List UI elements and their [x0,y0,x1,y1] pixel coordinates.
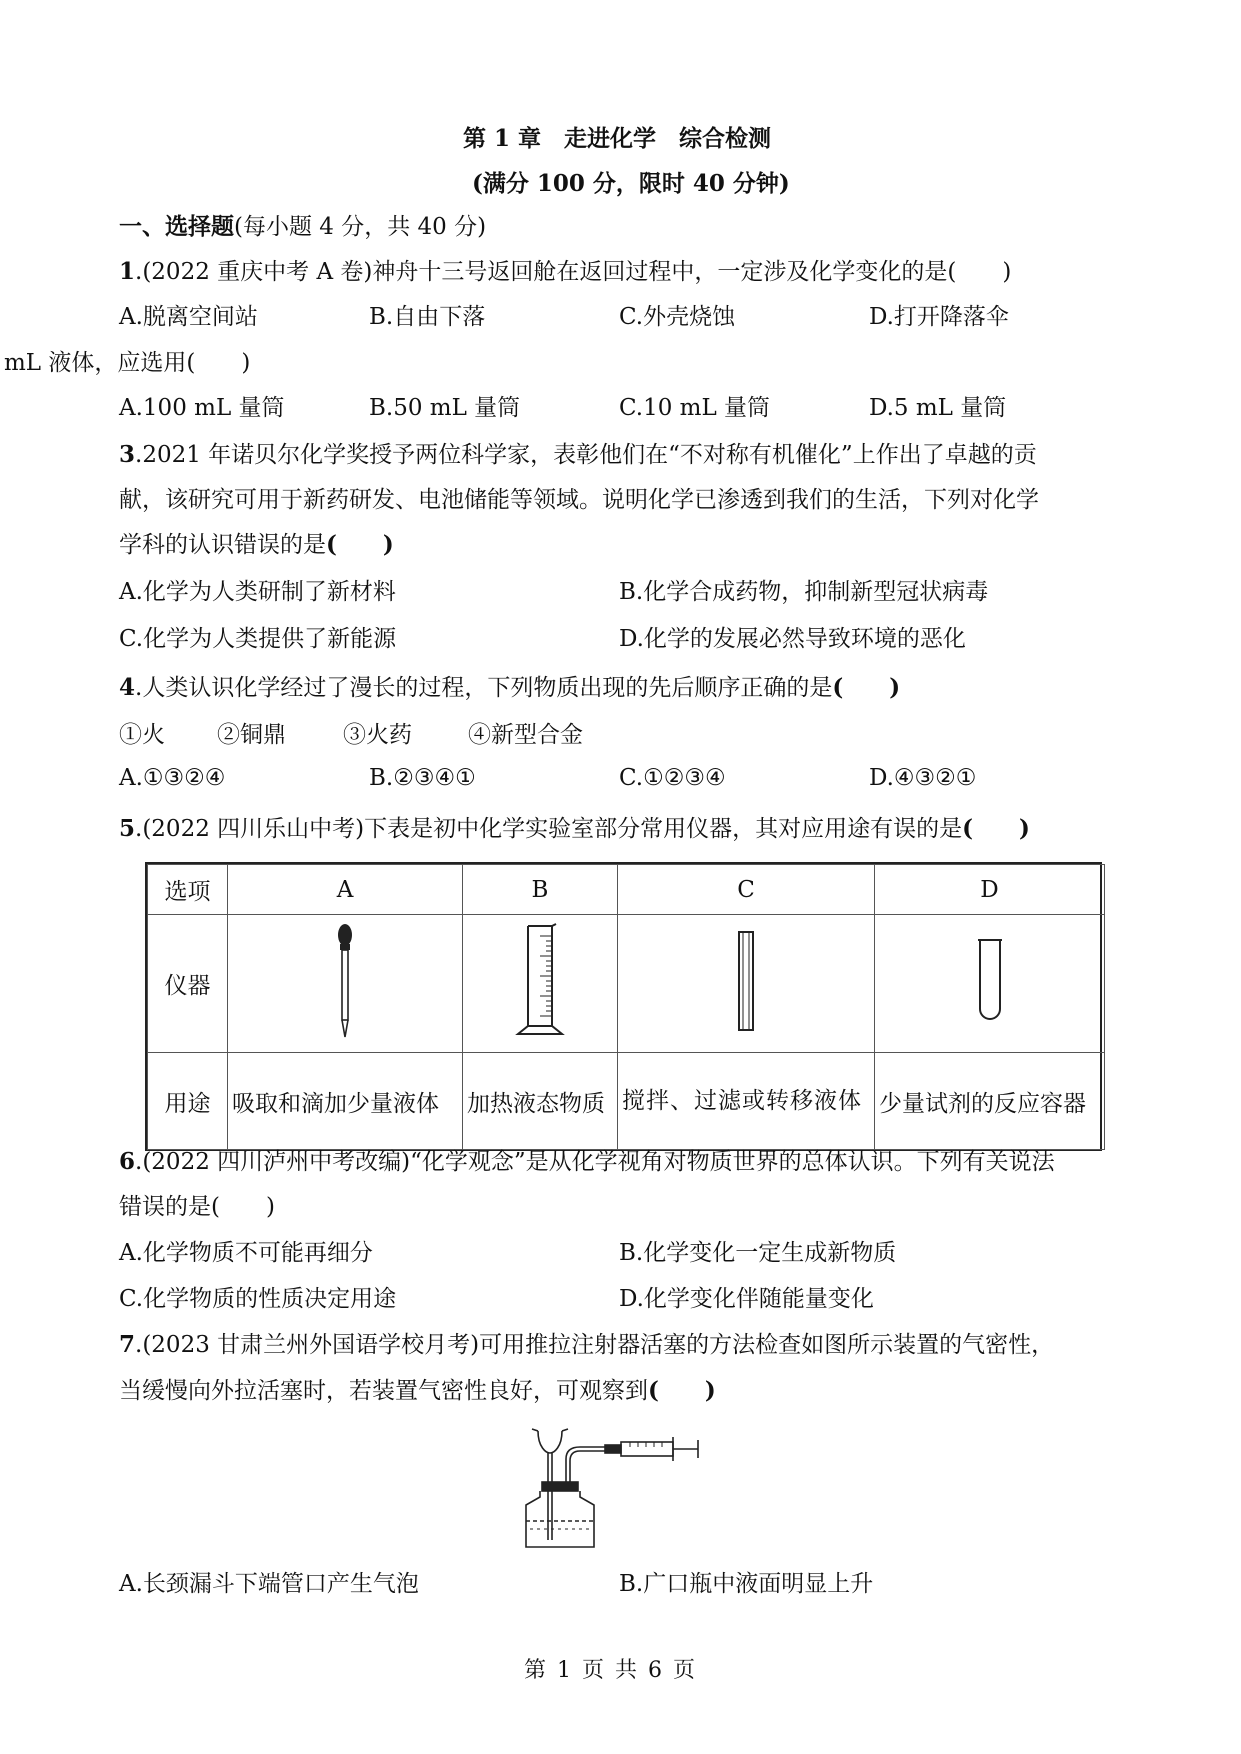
answer-paren: ( ) [832,674,901,701]
table-cell: 搅拌、过滤或转移液体 [618,1053,875,1150]
q3-option-c: C.化学为人类提供了新能源 [119,626,397,652]
q6-option-a: A.化学物质不可能再细分 [119,1240,373,1266]
question-text: .人类认识化学经过了漫长的过程，下列物质出现的先后顺序正确的是 [135,675,833,701]
question-text: .(2022 四川泸州中考改编)“化学观念”是从化学视角对物质世界的总体认识。下列有关说法 [135,1149,1055,1175]
question-number: 3 [119,441,136,468]
instrument-table [145,862,1102,1151]
q4-option-c: C.①②③④ [619,765,726,791]
table-cell: B [463,865,618,915]
question-text: .(2022 重庆中考 A 卷)神舟十三号返回舱在返回过程中，一定涉及化学变化的是( ) [135,259,1012,285]
table-row [148,915,1105,1053]
q4-option-b: B.②③④① [369,765,476,791]
test-tube-icon [875,915,1105,1053]
table-cell: 选项 [148,865,228,915]
table-row [148,1053,1105,1150]
question-number: 4 [119,674,136,701]
q1-option-c: C.外壳烧蚀 [619,304,736,330]
q7-option-a: A.长颈漏斗下端管口产生气泡 [119,1571,419,1597]
q2-option-d: D.5 mL 量筒 [869,395,1007,421]
q2-option-a: A.100 mL 量筒 [119,395,285,421]
question-7-line-2 [119,1376,716,1406]
q4-item-2: ②铜鼎 [217,722,286,748]
section-heading [119,212,486,242]
q4-option-d: D.④③②① [869,765,977,791]
question-5 [119,814,1030,844]
question-text: .2021 年诺贝尔化学奖授予两位科学家，表彰他们在“不对称有机催化”上作出了卓越的贡 [135,442,1037,468]
table-cell: 加热液态物质 [463,1053,618,1150]
q7-option-b: B.广口瓶中液面明显上升 [619,1571,874,1597]
airtightness-apparatus-icon [520,1425,710,1559]
q2-option-c: C.10 mL 量筒 [619,395,771,421]
page-footer: 第 1 页 共 6 页 [524,1658,697,1683]
q1-option-d: D.打开降落伞 [869,304,1009,330]
q4-item-1: ①火 [119,722,165,748]
q6-option-b: B.化学变化一定生成新物质 [619,1240,897,1266]
question-text: 当缓慢向外拉活塞时，若装置气密性良好，可观察到 [119,1378,648,1404]
graduated-cylinder-icon [463,915,618,1053]
table-cell: C [618,865,875,915]
page-subtitle: (满分 100 分，限时 40 分钟) [472,170,790,197]
q2-text-fragment: mL 液体，应选用( ) [4,350,251,376]
table-cell: A [228,865,463,915]
question-text: .(2023 甘肃兰州外国语学校月考)可用推拉注射器活塞的方法检查如图所示装置的气密性， [135,1332,1055,1358]
glass-rod-icon [618,915,875,1053]
question-6-line-1 [119,1147,1055,1177]
q6-option-c: C.化学物质的性质决定用途 [119,1286,397,1312]
section-note: (每小题 4 分，共 40 分) [234,214,487,240]
q3-option-a: A.化学为人类研制了新材料 [119,579,396,605]
question-number: 1 [119,258,136,285]
question-6-line-2: 错误的是( ) [119,1194,275,1220]
q1-option-a: A.脱离空间站 [119,304,258,330]
table-header-row [148,865,1105,915]
q3-option-d: D.化学的发展必然导致环境的恶化 [619,626,966,652]
q4-option-a: A.①③②④ [119,765,226,791]
question-3-line-1 [119,440,1037,470]
q1-option-b: B.自由下落 [369,304,486,330]
table-cell: 用途 [148,1053,228,1150]
answer-paren: ( ) [962,815,1030,842]
answer-paren: ( ) [326,531,394,558]
answer-paren: ( ) [648,1377,716,1404]
question-3-line-3 [119,530,394,560]
q6-option-d: D.化学变化伴随能量变化 [619,1286,874,1312]
table-cell: 少量试剂的反应容器 [875,1053,1105,1150]
question-1 [119,257,1011,287]
q2-option-b: B.50 mL 量筒 [369,395,521,421]
question-text: 学科的认识错误的是 [119,532,326,558]
q4-item-4: ④新型合金 [468,722,583,748]
question-4 [119,673,900,703]
q3-option-b: B.化学合成药物，抑制新型冠状病毒 [619,579,989,605]
question-3-line-2: 献，该研究可用于新药研发、电池储能等领域。说明化学已渗透到我们的生活，下列对化学 [119,487,1039,513]
page-title: 第 1 章 走进化学 综合检测 [463,125,772,152]
q4-item-3: ③火药 [343,722,412,748]
question-number: 7 [119,1331,136,1358]
question-number: 5 [119,815,136,842]
question-7-line-1 [119,1330,1054,1360]
table-cell: 吸取和滴加少量液体 [228,1053,463,1150]
table-cell: D [875,865,1105,915]
dropper-icon [228,915,463,1053]
question-text: .(2022 四川乐山中考)下表是初中化学实验室部分常用仪器，其对应用途有误的是 [135,816,963,842]
question-number: 6 [119,1148,136,1175]
table-cell: 仪器 [148,915,228,1053]
section-label: 一、选择题 [119,213,234,240]
